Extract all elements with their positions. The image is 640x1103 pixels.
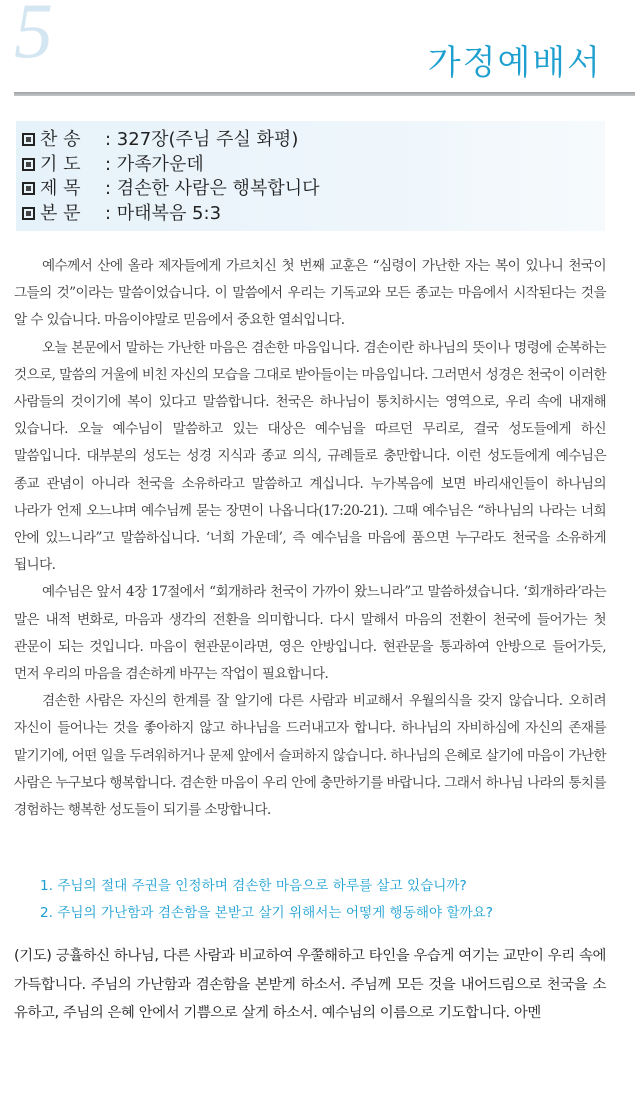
info-value: : 겸손한 사람은 행복합니다 [105,178,320,199]
paragraph: 예수님은 앞서 4장 17절에서 “회개하라 천국이 가까이 왔느니라”고 말씀하셨습니다. ‘회개하라’라는 말은 내적 변화로, 마음과 생각의 전환을 의미합니다. 다시 말해서 마음의 전환이 천국에 들어가는 첫 관문이 되는 것입니다. 마음이 현관문이라면, 영은 안방입니다. 현관문을 통과하여 안방으로 들어가듯, 먼저 우리의 마음을 겸손하게 바꾸는 작업이 필요합니다. [14,584,606,683]
square-bullet-icon [22,207,35,220]
info-row-prayer [22,153,605,178]
info-row-scripture [22,202,605,227]
page-header [0,0,640,100]
paragraph: 오늘 본문에서 말하는 가난한 마음은 겸손한 마음입니다. 겸손이란 하나님의 뜻이나 명령에 순복하는 것으로, 말씀의 거울에 비친 자신의 모습을 그대로 받아들이는 마음입니다. 그러면서 성경은 천국이 이러한 사람들의 것이기에 복이 있다고 말씀합니다. 천국은 하나님이 통치하시는 영역으로, 우리 속에 내재해 있습니다. 오늘 예수님이 말씀하고 있는 대상은 예수님을 따르던 무리로, 결국 성도들에게 하신 말씀입니다. 대부분의 성도는 성경 지식과 종교 의식, 규례들로 충만합니다. 이런 성도들에게 예수님은 종교 관념이 아니라 천국을 소유하라고 말씀하고 계십니다. 누가복음에 보면 바리새인들이 하나님의 나라가 언제 오느냐며 예수님께 묻는 장면이 나옵니다(17:20-21). 그때 예수님은 “하나님의 나라는 너희 안에 있느니라”고 말씀하십니다. ‘너희 가운데’, 즉 예수님을 마음에 품으면 누구라도 천국을 소유하게 됩니다. [14,339,606,574]
question-item: 2. 주님의 가난함과 겸손함을 본받고 살기 위해서는 어떻게 행동해야 할까요? [40,905,494,921]
paragraph: 겸손한 사람은 자신의 한계를 잘 알기에 다른 사람과 비교해서 우월의식을 갖지 않습니다. 오히려 자신이 들어나는 것을 좋아하지 않고 하나님을 드러내고자 합니다. 하나님의 자비하심에 자신의 존재를 맡기기에, 어떤 일을 두려워하거나 문제 앞에서 슬퍼하지 않습니다. 하나님의 은혜로 살기에 마음이 가난한 사람은 누구보다 행복합니다. 겸손한 마음이 우리 안에 충만하기를 바랍니다. 그래서 하나님 나라의 통치를 경험하는 행복한 성도들이 되기를 소망합니다. [14,693,606,819]
info-label: 제 목 [40,178,81,199]
info-label: 기 도 [40,153,81,175]
worship-info-box [16,121,605,231]
day-number: 5 [14,0,53,74]
info-label: 본 문 [40,202,81,224]
paragraph: 예수께서 산에 올라 제자들에게 가르치신 첫 번째 교훈은 “심령이 가난한 자는 복이 있나니 천국이 그들의 것”이라는 말씀이었습니다. 이 말씀에서 우리는 기독교와 모든 종교는 마음에서 시작된다는 것을 알 수 있습니다. 마음이야말로 믿음에서 중요한 열쇠입니다. [14,258,606,329]
info-value: : 마태복음 5:3 [105,202,222,224]
sermon-body [14,253,606,824]
info-row-title [22,177,605,202]
info-label: 찬 송 [40,129,81,150]
title-divider [14,92,635,96]
page-title: 가정예배서 [427,43,602,83]
closing-prayer: (기도) 긍휼하신 하나님, 다른 사람과 비교하여 우쭐해하고 타인을 우습게 여기는 교만이 우리 속에 가득합니다. 주님의 가난함과 겸손함을 본받게 하소서. 주님께 모든 것을 내어드림으로 천국을 소유하고, 주님의 은혜 안에서 기쁨으로 살게 하소서. 예수님의 이름으로 기도합니다. 아멘 [14,948,606,1021]
discussion-questions [40,873,620,927]
info-value: : 가족가운데 [105,153,204,175]
info-value: : 327장(주님 주실 화평) [105,129,299,150]
square-bullet-icon [22,182,35,195]
info-row-hymn [22,128,605,153]
square-bullet-icon [22,158,35,171]
square-bullet-icon [22,133,35,146]
question-item: 1. 주님의 절대 주권을 인정하며 겸손한 마음으로 하루를 살고 있습니까? [40,878,467,894]
